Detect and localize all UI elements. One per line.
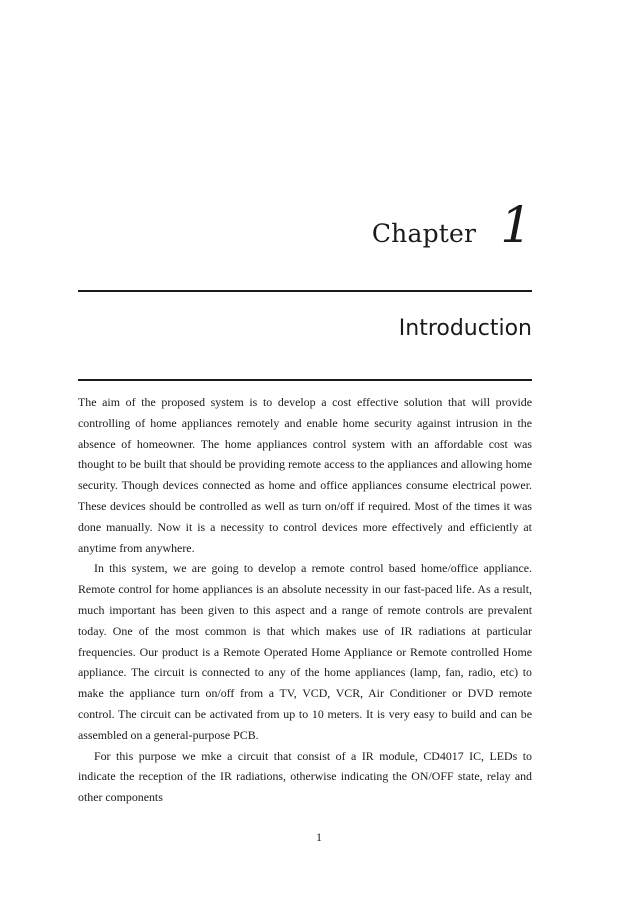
chapter-rule-bottom bbox=[78, 379, 532, 381]
chapter-heading bbox=[78, 196, 532, 256]
chapter-label: Chapter bbox=[371, 219, 477, 248]
paragraph-3: For this purpose we mke a circuit that consist of a IR module, CD4017 IC, LEDs to indicate the reception of the IR radiations, otherwise indicating the ON/OFF state, relay and other components bbox=[78, 748, 532, 805]
chapter-number: 1 bbox=[500, 196, 532, 254]
chapter-title: Introduction bbox=[398, 316, 532, 341]
body-text bbox=[78, 392, 532, 808]
page-number: 1 bbox=[316, 830, 322, 844]
chapter-rule-top bbox=[78, 290, 532, 292]
paragraph-1: The aim of the proposed system is to develop a cost effective solution that will provide controlling of home appliances remotely and enable home security against intrusion in the absence of homeowner. The home appliances control system with an affordable cost was thought to be built that should be providing remote access to the appliances and allowing home security. Though devices connected as home and office appliances consume electrical power. These devices should be controlled as well as turn on/off if required. Most of the times it was done manually. Now it is a necessity to control devices more effectively and efficiently at anytime from anywhere. bbox=[78, 395, 532, 555]
paragraph-2: In this system, we are going to develop a remote control based home/office appliance. Remote control for home appliances is an absolute necessity in our fast-paced life. As a result, much important has been given to this aspect and a range of remote controls are prevalent today. One of the most common is that which makes use of IR radiations at particular frequencies. Our product is a Remote Operated Home Appliance or Remote controlled Home appliance. The circuit is connected to any of the home appliances (lamp, fan, radio, etc) to make the appliance turn on/off from a TV, VCD, VCR, Air Conditioner or DVD remote control. The circuit can be activated from up to 10 meters. It is very easy to build and can be assembled on a general-purpose PCB. bbox=[78, 561, 532, 742]
